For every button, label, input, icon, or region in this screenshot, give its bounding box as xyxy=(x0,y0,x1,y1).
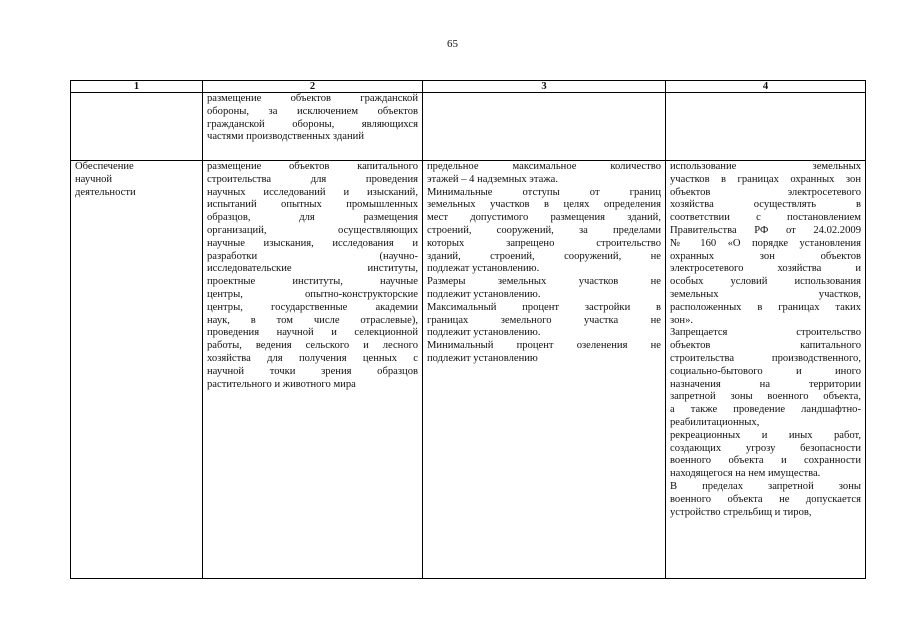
text-line: расположенных в границах таких xyxy=(670,301,861,313)
text-line: объектов электросетевого xyxy=(670,186,861,198)
text-line: создающих угрозу безопасности xyxy=(670,442,861,454)
text-line: разработки (научно- xyxy=(207,250,418,262)
text-line: зданий, строений, сооружений, не xyxy=(427,250,661,262)
text-line: хозяйства для получения ценных с xyxy=(207,352,418,364)
text-line: назначения на территории xyxy=(670,378,861,390)
text-line: этажей – 4 надземных этажа. xyxy=(427,173,558,185)
text-line: образцов, для размещения xyxy=(207,212,418,224)
cell-description xyxy=(203,161,423,579)
text-line: подлежит установлению xyxy=(427,352,538,364)
text-line: подлежат установлению. xyxy=(427,263,540,275)
text-line: использование земельных xyxy=(670,161,861,172)
text-line: Минимальные отступы от границ xyxy=(427,186,661,198)
table-header-row xyxy=(71,81,866,93)
land-use-table xyxy=(70,80,866,579)
table-row-science xyxy=(71,161,866,579)
text-line: размещение объектов капитального xyxy=(207,161,418,172)
text-line: наук, в том числе отраслевые), xyxy=(207,314,418,326)
text-line: границах земельного участка не xyxy=(427,314,661,326)
column-header-1: 1 xyxy=(71,81,203,93)
text-line: организаций, осуществляющих xyxy=(207,224,418,236)
text-line: обороны, за исключением объектов xyxy=(207,105,418,117)
text-line: растительного и животного мира xyxy=(207,378,356,390)
cell-use-type xyxy=(71,93,203,161)
column-header-3: 3 xyxy=(423,81,666,93)
text-line: исследовательские институты, xyxy=(207,263,418,275)
text-line: социально-бытового и иного xyxy=(670,365,861,377)
text-line: а также проведение ландшафтно- xyxy=(670,404,861,416)
text-line: реабилитационных, xyxy=(670,416,760,428)
table-row-continuation xyxy=(71,93,866,161)
text-line: научных исследований и изысканий, xyxy=(207,186,418,198)
text-line: Обеспечение xyxy=(75,161,134,172)
text-line: особых условий использования xyxy=(670,276,861,288)
text-line: военного объекта и сохранности xyxy=(670,455,861,467)
text-line: которых запрещено строительство xyxy=(427,237,661,249)
text-line: земельных участков, xyxy=(670,288,861,300)
text-line: земельных участков в целях определения xyxy=(427,199,661,211)
text-line: центры, опытно-конструкторские xyxy=(207,288,418,300)
text-line: подлежит установлению. xyxy=(427,327,541,339)
text-line: запретной зоны военного объекта, xyxy=(670,391,861,403)
text-line: научной xyxy=(75,173,113,185)
text-line: находящегося на нем имущества. xyxy=(670,468,821,480)
text-line: испытаний опытных промышленных xyxy=(207,199,418,211)
column-header-4: 4 xyxy=(666,81,866,93)
text-line: предельное максимальное количество xyxy=(427,161,661,172)
text-line: деятельности xyxy=(75,186,136,198)
text-line: зон». xyxy=(670,314,694,326)
text-line: строений, сооружений, за пределами xyxy=(427,224,661,236)
text-line: работы, ведения сельского и лесного xyxy=(207,340,418,352)
text-line: Минимальный процент озеленения не xyxy=(427,340,661,352)
text-line: строительства для проведения xyxy=(207,173,418,185)
text-line: Правительства РФ от 24.02.2009 xyxy=(670,224,861,236)
text-line: Максимальный процент застройки в xyxy=(427,301,661,313)
text-line: подлежит установлению. xyxy=(427,288,541,300)
text-line: научной точки зрения образцов xyxy=(207,365,418,377)
column-header-2: 2 xyxy=(203,81,423,93)
text-line: научные изыскания, исследования и xyxy=(207,237,418,249)
text-line: Размеры земельных участков не xyxy=(427,276,661,288)
text-line: хозяйства осуществлять в xyxy=(670,199,861,211)
cell-parameters xyxy=(423,161,666,579)
text-line: В пределах запретной зоны xyxy=(670,480,861,492)
cell-restrictions xyxy=(666,93,866,161)
page-number: 65 xyxy=(447,38,458,50)
cell-description xyxy=(203,93,423,161)
text-line: военного объекта не допускается xyxy=(670,493,861,505)
text-line: устройство стрельбищ и тиров, xyxy=(670,506,812,518)
text-line: размещение объектов гражданской xyxy=(207,93,418,104)
text-line: соответствии с постановлением xyxy=(670,212,861,224)
cell-parameters xyxy=(423,93,666,161)
text-line: участков в границах охранных зон xyxy=(670,173,861,185)
text-line: Запрещается строительство xyxy=(670,327,861,339)
text-line: строительства производственного, xyxy=(670,352,861,364)
text-line: рекреационных и иных работ, xyxy=(670,429,861,441)
text-line: № 160 «О порядке установления xyxy=(670,237,861,249)
text-line: электросетевого хозяйства и xyxy=(670,263,861,275)
text-line: объектов капитального xyxy=(670,340,861,352)
text-line: центры, государственные академии xyxy=(207,301,418,313)
text-line: проведения научной и селекционной xyxy=(207,327,418,339)
cell-restrictions xyxy=(666,161,866,579)
text-line: мест допустимого размещения зданий, xyxy=(427,212,661,224)
text-line: частями производственных зданий xyxy=(207,131,365,143)
text-line: гражданской обороны, являющихся xyxy=(207,118,418,130)
text-line: охранных зон объектов xyxy=(670,250,861,262)
text-line: проектные институты, научные xyxy=(207,276,418,288)
cell-use-type xyxy=(71,161,203,579)
